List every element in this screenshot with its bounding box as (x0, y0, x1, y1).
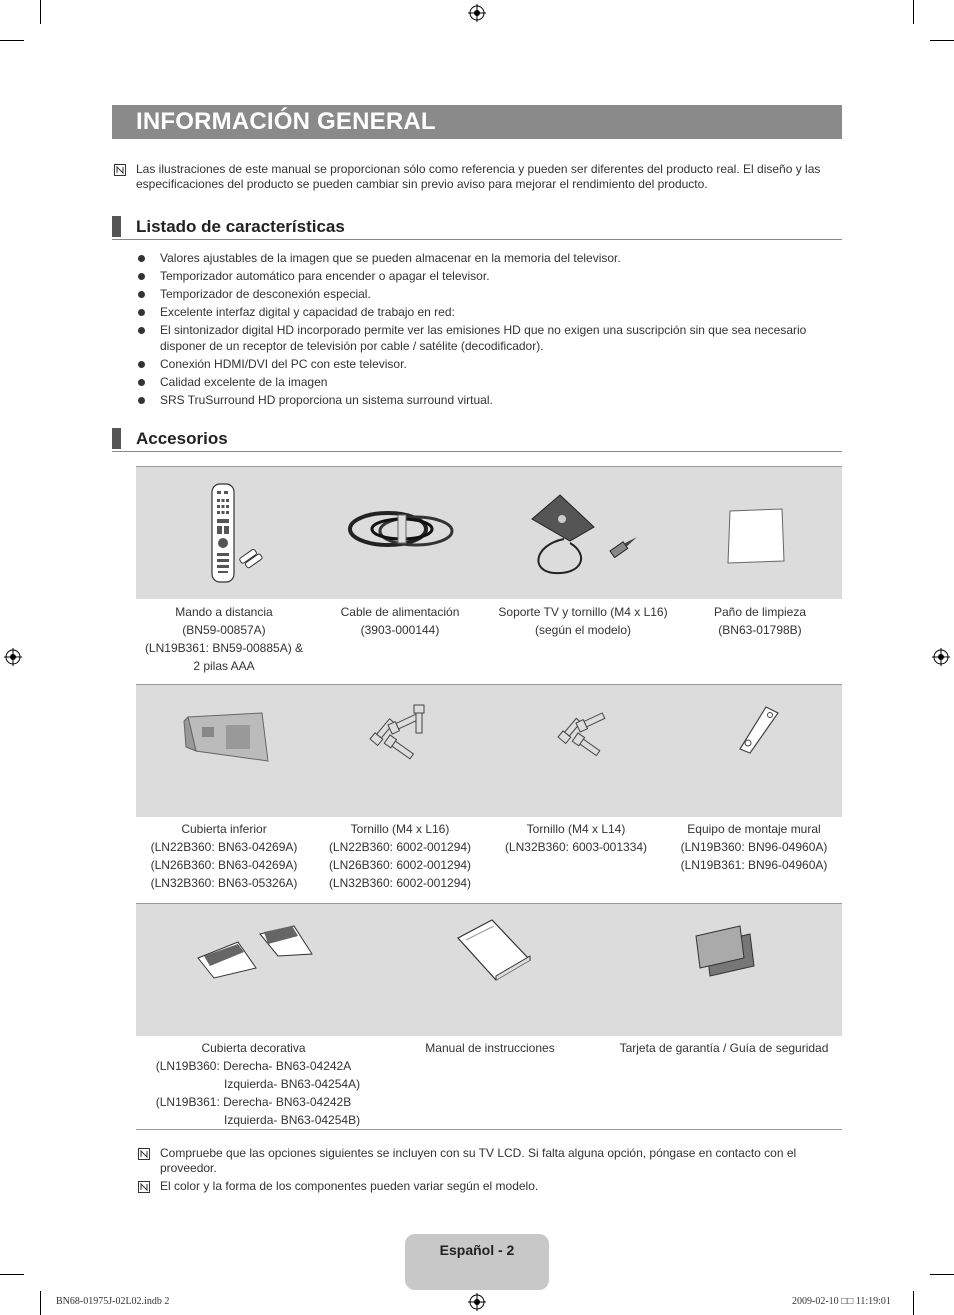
cleaning-cloth-icon (724, 507, 788, 567)
accessory-label-line: Cubierta decorativa (201, 1041, 306, 1055)
accessory-label (614, 1039, 834, 1057)
feature-text: SRS TruSurround HD proporciona un sistema surround virtual. (160, 393, 493, 407)
features-list (138, 250, 828, 410)
accessory-label-line: Tarjeta de garantía / Guía de seguridad (619, 1041, 829, 1055)
accessory-label-line: Soporte TV y tornillo (M4 x L16) (498, 605, 668, 619)
screws-m4-l14-icon (554, 705, 614, 759)
accessory-label (146, 1039, 361, 1129)
accessories-row-2 (136, 684, 842, 904)
accessories-heading: Accesorios (136, 429, 228, 448)
feature-text: Temporizador automático para encender o apagar el televisor. (160, 269, 490, 283)
accessory-label-line: (LN26B360: 6002-001294) (328, 858, 472, 872)
features-heading-block (112, 215, 842, 240)
bullet-icon (138, 309, 145, 316)
accessory-label-line: (LN19B361: Derecha- BN63-04242B (155, 1095, 352, 1109)
accessory-label-line: Mando a distancia (175, 605, 273, 619)
accessory-label-line: (LN19B360: Derecha- BN63-04242A (155, 1059, 352, 1073)
accessory-label (136, 820, 312, 892)
accessory-label-line: Izquierda- BN63-04254A) (224, 1077, 361, 1091)
footer-timestamp: 2009-02-10 □□ 11:19:01 (792, 1296, 891, 1307)
accessory-label-line: (3903-000144) (360, 623, 440, 637)
accessory-label (312, 820, 488, 892)
accessory-label (672, 603, 848, 639)
accessory-label-line: Cable de alimentación (340, 605, 460, 619)
accessory-label-line: (LN26B360: BN63-04269A) (150, 858, 298, 872)
feature-item (138, 304, 828, 320)
remote-control-icon (206, 481, 266, 585)
bottom-note: El color y la forma de los componentes pueden variar según el modelo. (160, 1179, 539, 1193)
note-icon (114, 164, 126, 176)
accessory-label-line: (según el modelo) (534, 623, 632, 637)
screws-m4-l16-icon (364, 701, 438, 761)
accessory-label-line: Manual de instrucciones (425, 1041, 555, 1055)
feature-text: Conexión HDMI/DVI del PC con este televisor. (160, 357, 407, 371)
feature-item (138, 250, 828, 266)
accessory-label (666, 820, 842, 874)
page-label: Español - 2 (439, 1242, 515, 1258)
decorative-cover-icon (194, 922, 314, 982)
accessory-label-line: (LN19B361: BN96-04960A) (680, 858, 828, 872)
accessory-label-line: Tornillo (M4 x L14) (526, 822, 626, 836)
feature-text: Temporizador de desconexión especial. (160, 287, 371, 301)
power-cable-icon (344, 505, 460, 557)
bottom-cover-icon (182, 707, 272, 767)
registration-mark-icon (468, 4, 486, 22)
crop-mark (0, 40, 24, 41)
note-icon (138, 1181, 150, 1193)
crop-mark (930, 1274, 954, 1275)
accessory-label-line: (LN19B360: BN96-04960A) (680, 840, 828, 854)
accessories-heading-block (112, 427, 842, 452)
crop-mark (40, 0, 41, 24)
accessory-label-line: Cubierta inferior (181, 822, 267, 836)
feature-text: El sintonizador digital HD incorporado permite ver las emisiones HD que no exigen una suscripción sin que sea necesario disponer de un receptor de televisión por cable / satélite (decodificador). (160, 323, 807, 353)
accessory-label-line: (LN32B360: 6003-001334) (504, 840, 648, 854)
accessory-label-line: Paño de limpieza (713, 605, 807, 619)
bullet-icon (138, 397, 145, 404)
accessories-row-1 (136, 466, 842, 685)
accessory-label-line: 2 pilas AAA (193, 659, 255, 673)
bullet-icon (138, 255, 145, 262)
feature-text: Excelente interfaz digital y capacidad de trabajo en red: (160, 305, 455, 319)
feature-text: Calidad excelente de la imagen (160, 375, 328, 389)
section-marker (112, 428, 121, 449)
accessory-label (312, 603, 488, 639)
section-marker (112, 216, 121, 237)
bottom-note: Compruebe que las opciones siguientes se incluyen con su TV LCD. Si falta alguna opción, póngase en contacto con el proveedor. (160, 1146, 797, 1175)
accessory-label-line: Tornillo (M4 x L16) (350, 822, 450, 836)
features-heading: Listado de características (136, 217, 345, 236)
crop-mark (40, 1291, 41, 1315)
feature-item (138, 286, 828, 302)
crop-mark (0, 1274, 24, 1275)
page-number-tab (405, 1234, 549, 1290)
feature-item (138, 374, 828, 390)
accessory-label (488, 603, 678, 639)
bullet-icon (138, 379, 145, 386)
accessory-label (488, 820, 664, 856)
crop-mark (913, 1291, 914, 1315)
page-title: INFORMACIÓN GENERAL (136, 108, 436, 135)
feature-item (138, 322, 828, 354)
page-title-bar (112, 105, 842, 139)
bullet-icon (138, 361, 145, 368)
tv-holder-screw-icon (524, 489, 644, 579)
accessory-label-line: (BN59-00857A) (182, 623, 266, 637)
bullet-icon (138, 291, 145, 298)
footer-file-name: BN68-01975J-02L02.indb 2 (56, 1296, 170, 1307)
accessory-label-line: (LN22B360: 6002-001294) (328, 840, 472, 854)
registration-mark-icon (932, 648, 950, 666)
crop-mark (913, 0, 914, 24)
warranty-card-icon (694, 924, 758, 980)
manual-icon (452, 918, 534, 984)
accessory-label-line: (LN22B360: BN63-04269A) (150, 840, 298, 854)
bullet-icon (138, 273, 145, 280)
accessories-bottom-rule (136, 1129, 842, 1130)
feature-item (138, 392, 828, 408)
accessories-row-3 (136, 903, 842, 1130)
accessory-label-line: (BN63-01798B) (718, 623, 802, 637)
feature-text: Valores ajustables de la imagen que se pueden almacenar en la memoria del televisor. (160, 251, 621, 265)
accessory-label-line: (LN32B360: 6002-001294) (328, 876, 472, 890)
note-icon (138, 1148, 150, 1160)
accessory-label (402, 1039, 578, 1057)
intro-note: Las ilustraciones de este manual se proporcionan sólo como referencia y pueden ser diferentes del producto real. El diseño y las especificaciones del producto se pueden cambiar sin previo aviso para mejorar el rendimiento del producto. (136, 162, 821, 191)
accessory-label-line: (LN32B360: BN63-05326A) (150, 876, 298, 890)
wall-mount-kit-icon (736, 705, 782, 757)
feature-item (138, 268, 828, 284)
registration-mark-icon (468, 1293, 486, 1311)
feature-item (138, 356, 828, 372)
registration-mark-icon (4, 648, 22, 666)
bullet-icon (138, 327, 145, 334)
accessory-label-line: Izquierda- BN63-04254B) (224, 1113, 361, 1127)
accessory-label (136, 603, 312, 675)
accessory-label-line: (LN19B361: BN59-00885A) & (144, 641, 304, 655)
crop-mark (930, 40, 954, 41)
accessory-label-line: Equipo de montaje mural (687, 822, 821, 836)
